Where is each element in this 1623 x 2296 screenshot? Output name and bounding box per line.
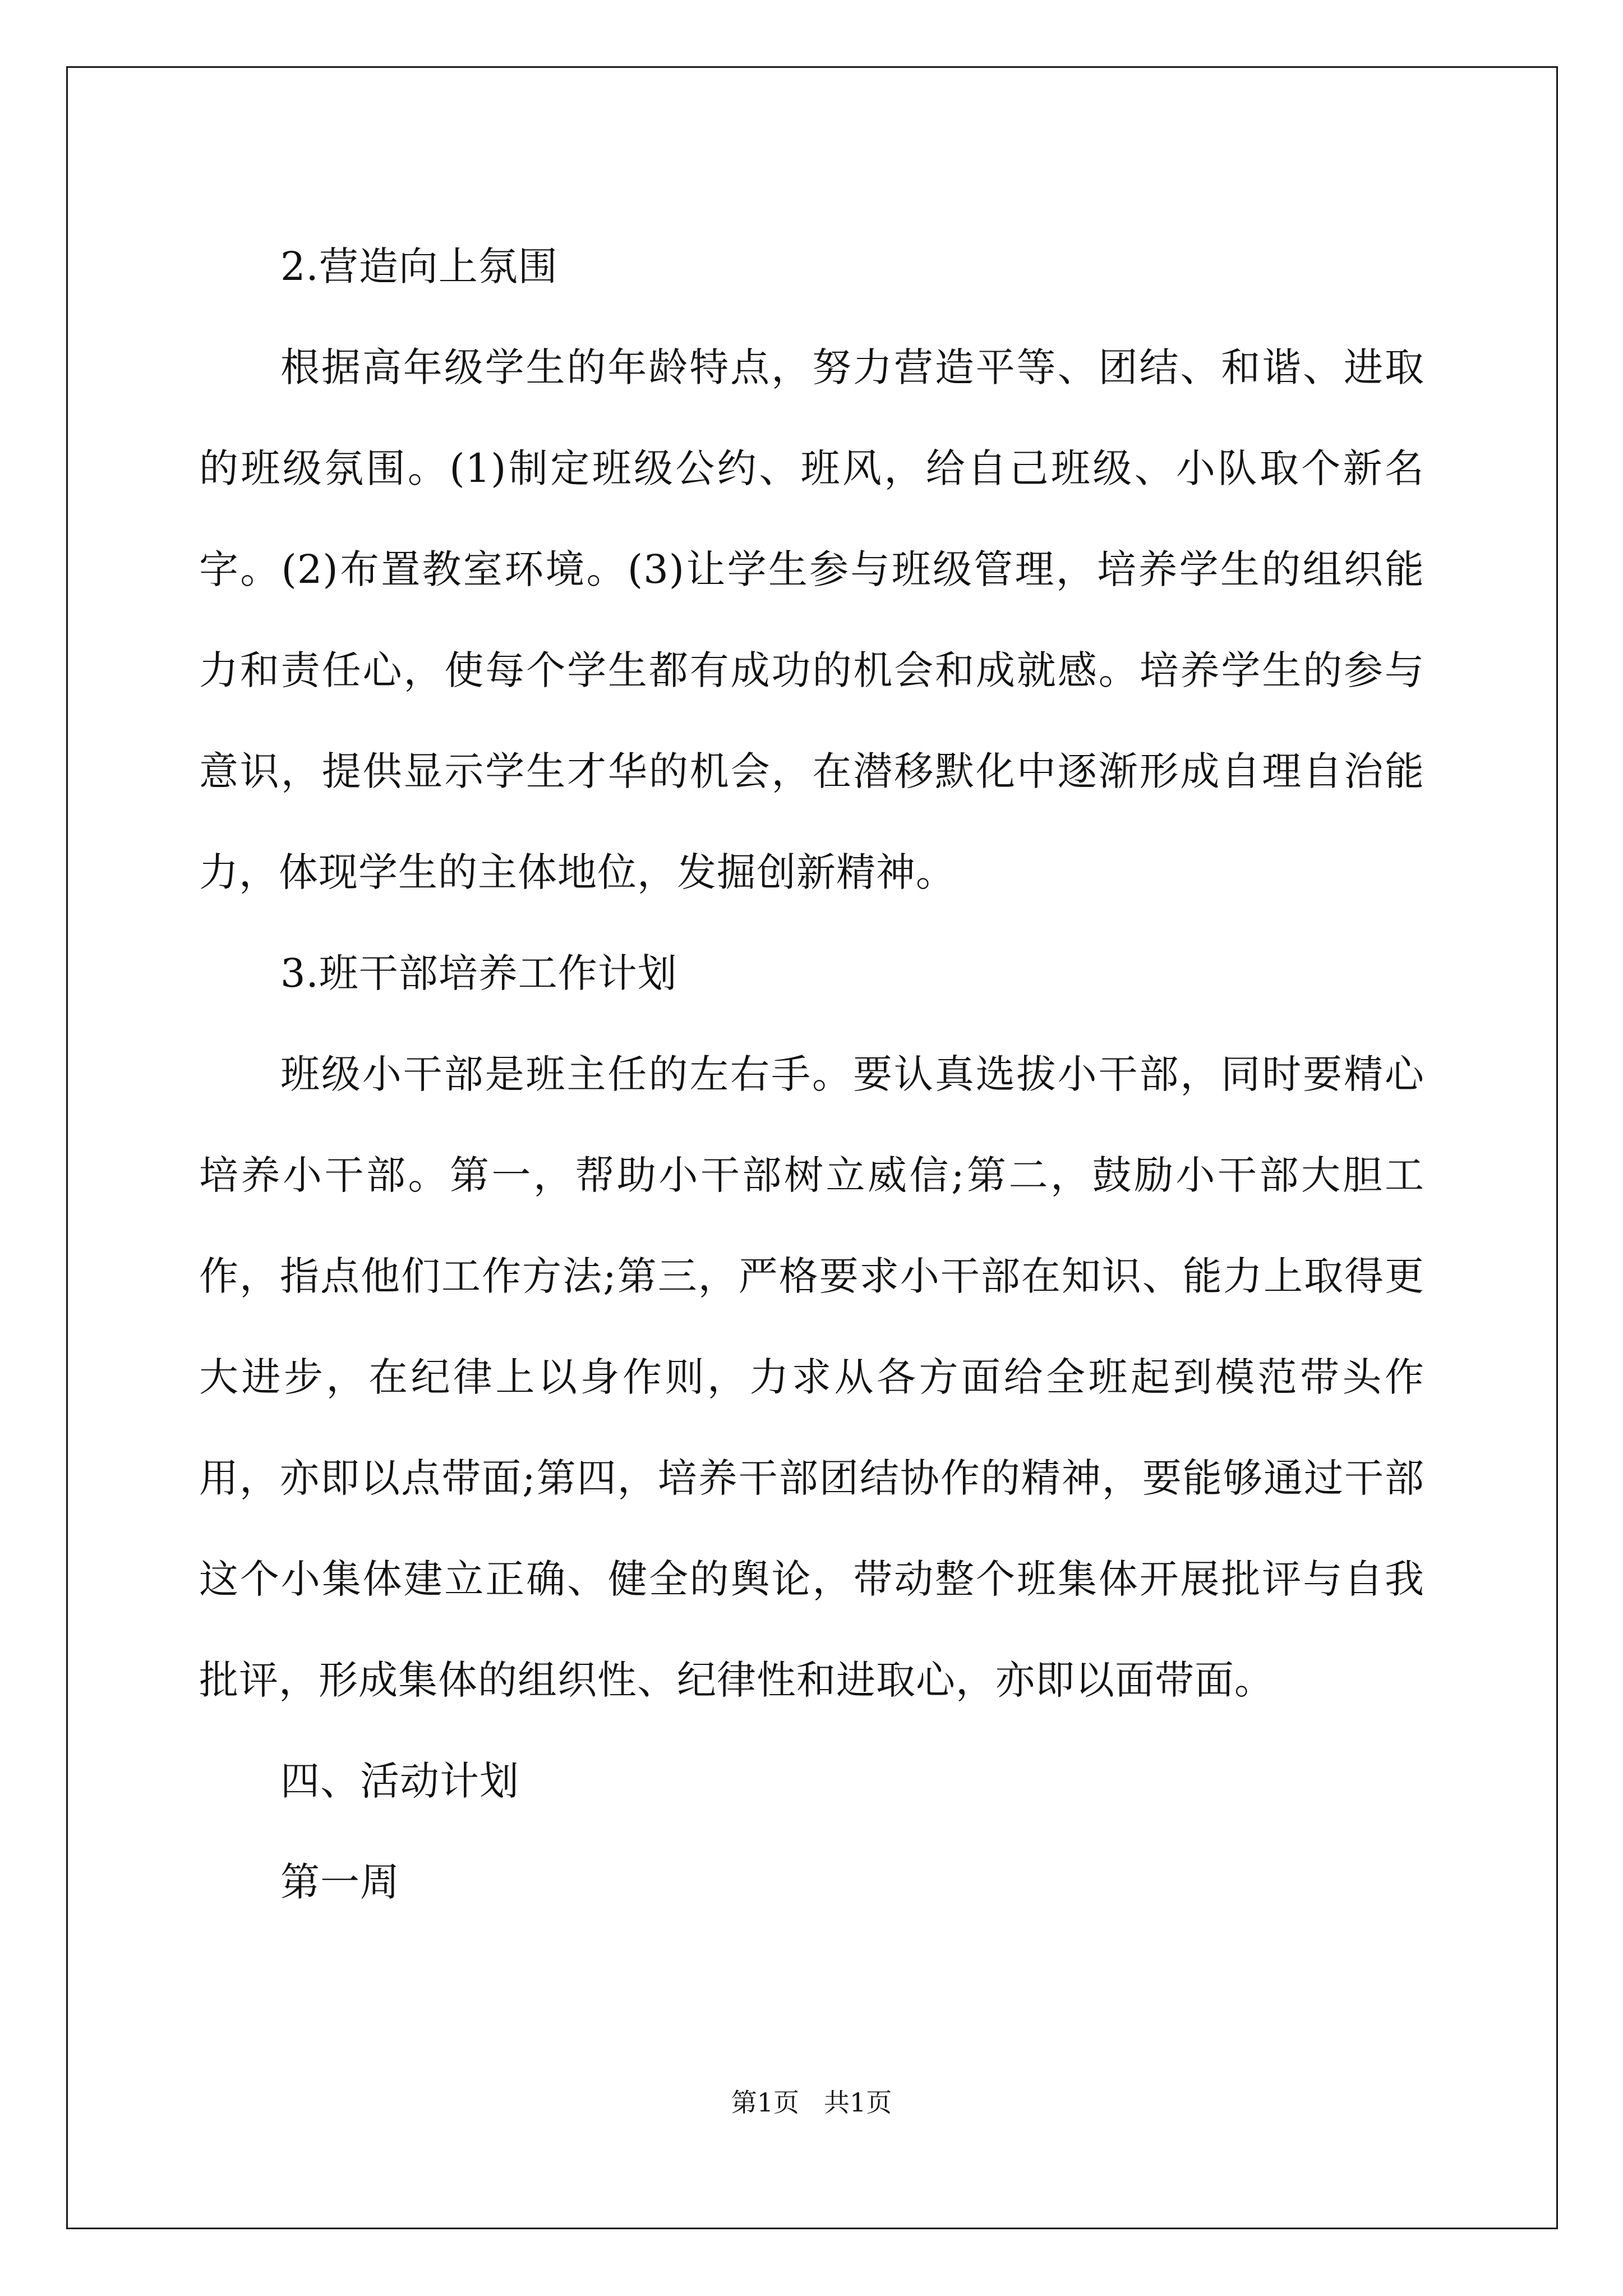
section-heading: 2.营造向上氛围 <box>280 243 558 289</box>
body-paragraph: 根据高年级学生的年龄特点，努力营造平等、团结、和谐、进取的班级氛围。(1)制定班级公约、班风，给自己班级、小队取个新名字。(2)布置教室环境。(3)让学生参与班级管理，培养学生的组织能力和责任心，使每个学生都有成功的机会和成就感。培养学生的参与意识，提供显示学生才华的机会，在潜移默化中逐渐形成自理自治能力，体现学生的主体地位，发掘创新精神。 <box>199 344 1424 895</box>
section-heading: 四、活动计划 <box>280 1758 519 1804</box>
section-heading: 3.班干部培养工作计划 <box>280 950 677 996</box>
page-footer <box>0 2086 1623 2119</box>
subsection-heading: 第一周 <box>280 1859 400 1905</box>
body-paragraph: 班级小干部是班主任的左右手。要认真选拔小干部，同时要精心培养小干部。第一，帮助小干部树立威信;第二，鼓励小干部大胆工作，指点他们工作方法;第三，严格要求小干部在知识、能力上取得更大进步，在纪律上以身作则，力求从各方面给全班起到模范带头作用，亦即以点带面;第四，培养干部团结协作的精神，要能够通过干部这个小集体建立正确、健全的舆论，带动整个班集体开展批评与自我批评，形成集体的组织性、纪律性和进取心，亦即以面带面。 <box>199 1051 1424 1703</box>
page-number-current: 第1页 <box>731 2087 799 2118</box>
document-body <box>199 216 1424 1932</box>
page-number-total: 共1页 <box>824 2087 892 2118</box>
